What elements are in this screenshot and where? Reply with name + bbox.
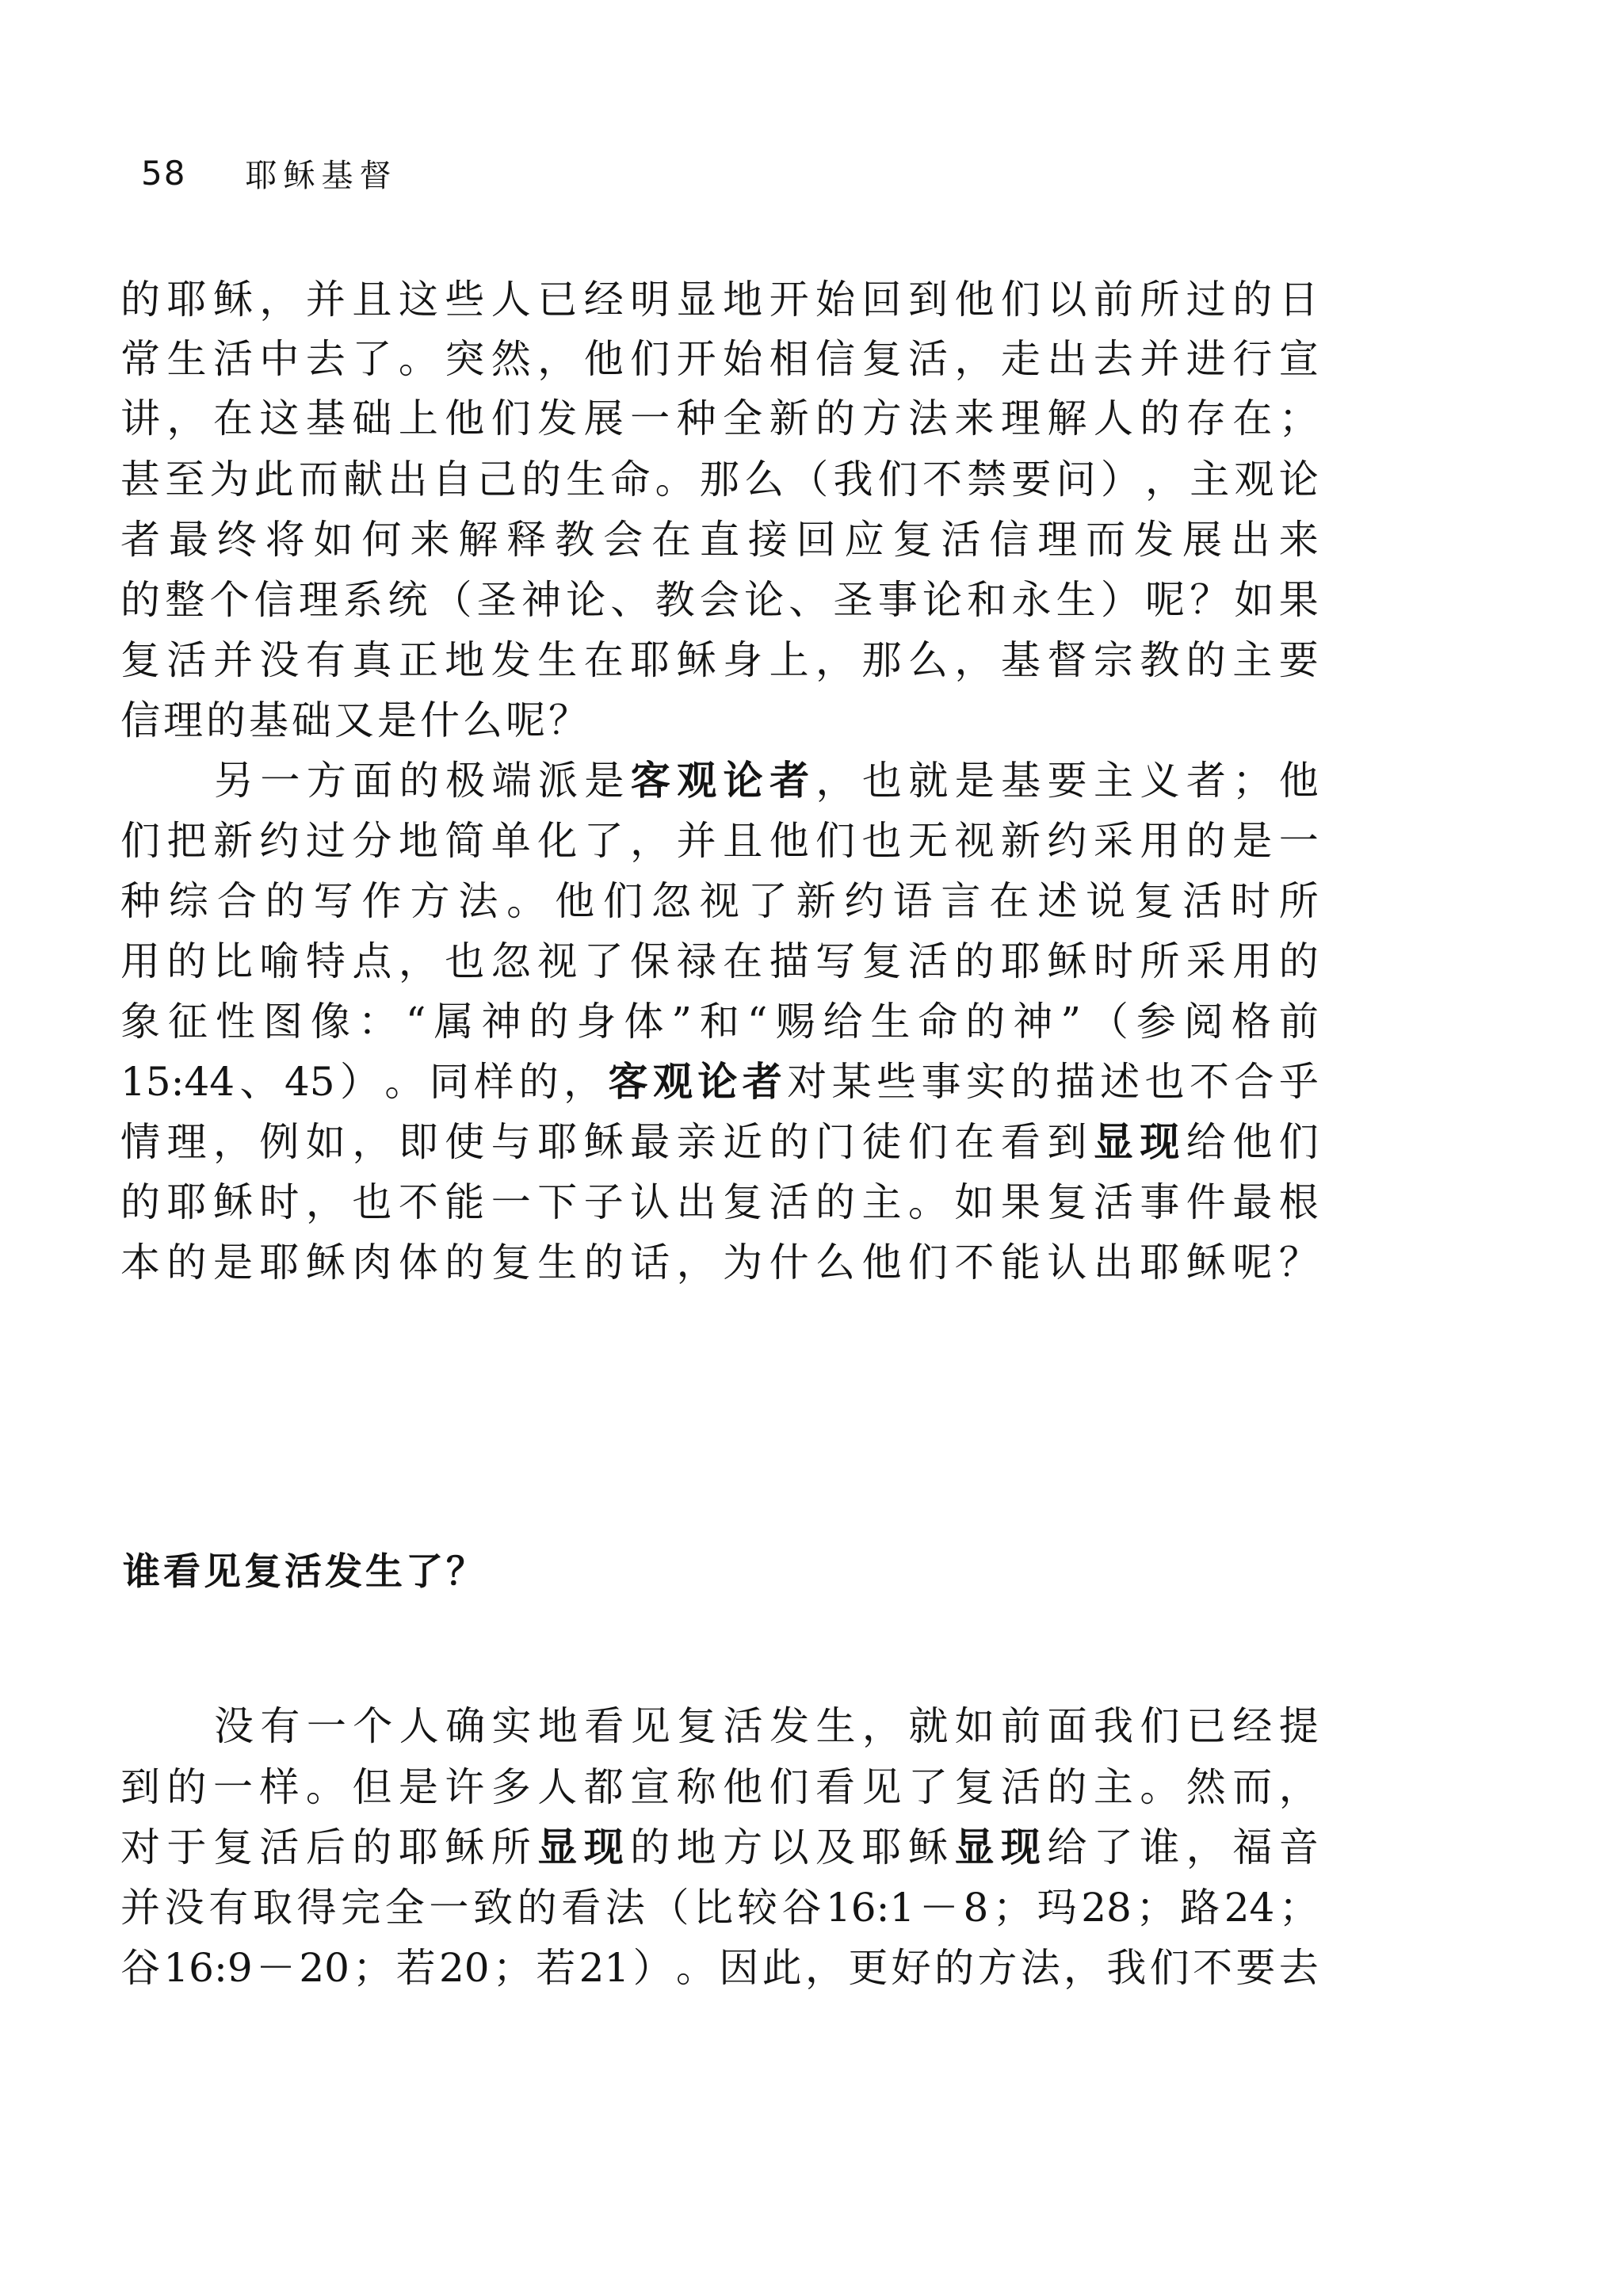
text-line: 复 活 并 没 有 真 正 地 发 生 在 耶 稣 身 上 ， 那 么 ， 基 督 宗 教 的 主 要 [120,637,1319,683]
page-number: 58 [141,153,187,193]
text-line: 的 整 个 信 理 系 统 （ 圣 神 论 、 教 会 论 、 圣 事 论 和 永 生 ） 呢 ？ 如 果 [120,577,1319,623]
text-line: 没 有 一 个 人 确 实 地 看 见 复 活 发 生 ， 就 如 前 面 我 们 已 经 提 [214,1703,1319,1749]
text-line: 者 最 终 将 如 何 来 解 释 教 会 在 直 接 回 应 复 活 信 理 而 发 展 出 来 [120,517,1319,563]
section-heading: 谁看见复活发生了？ [123,1550,487,1594]
text-line: 15:44 、 45 ） 。 同 样 的 ， 客 观 论 者 对 某 些 事 实 的 描 述 也 不 合 乎 [120,1058,1319,1105]
text-line: 讲 ， 在 这 基 础 上 他 们 发 展 一 种 全 新 的 方 法 来 理 解 人 的 存 在 ； [120,395,1319,441]
text-line: 的 耶 稣 ， 并 且 这 些 人 已 经 明 显 地 开 始 回 到 他 们 以 前 所 过 的 日 [120,277,1319,323]
text-line: 甚 至 为 此 而 献 出 自 己 的 生 命 。 那 么 （ 我 们 不 禁 要 问 ） ， 主 观 论 [120,457,1319,502]
text-line: 到 的 一 样 。 但 是 许 多 人 都 宣 称 他 们 看 见 了 复 活 的 主 。 然 而 ， [120,1764,1319,1810]
book-title: 耶稣基督 [245,157,398,194]
text-line: 种 综 合 的 写 作 方 法 。 他 们 忽 视 了 新 约 语 言 在 述 说 复 活 时 所 [120,878,1319,924]
text-line: 并 没 有 取 得 完 全 一 致 的 看 法 （ 比 较 谷 16:1 － 8 ； 玛 28 ； 路 24 ； [120,1885,1319,1931]
text-line: 的 耶 稣 时 ， 也 不 能 一 下 子 认 出 复 活 的 主 。 如 果 复 活 事 件 最 根 [120,1179,1319,1225]
text-line: 情 理 ， 例 如 ， 即 使 与 耶 稣 最 亲 近 的 门 徒 们 在 看 到 显 现 给 他 们 [120,1118,1319,1165]
text-line: 象 征 性 图 像 ： “ 属 神 的 身 体 ” 和 “ 赐 给 生 命 的 神 ” （ 参 阅 格 前 [120,999,1319,1045]
text-line: 用 的 比 喻 特 点 ， 也 忽 视 了 保 禄 在 描 写 复 活 的 耶 稣 时 所 采 用 的 [120,938,1319,984]
text-line: 对 于 复 活 后 的 耶 稣 所 显 现 的 地 方 以 及 耶 稣 显 现 给 了 谁 ， 福 音 [120,1824,1319,1870]
text-line: 另 一 方 面 的 极 端 派 是 客 观 论 者 ， 也 就 是 基 要 主 义 者 ； 他 [214,757,1319,804]
text-line: 们 把 新 约 过 分 地 简 单 化 了 ， 并 且 他 们 也 无 视 新 约 采 用 的 是 一 [120,818,1319,864]
text-line: 本 的 是 耶 稣 肉 体 的 复 生 的 话 ， 为 什 么 他 们 不 能 认 出 耶 稣 呢 ？ [120,1240,1319,1286]
running-head [141,149,397,197]
text-line: 信理的基础又是什么呢？ [120,697,591,743]
text-line: 谷 16:9 － 20 ； 若 20 ； 若 21 ） 。 因 此 ， 更 好 的 方 法 ， 我 们 不 要 去 [120,1945,1319,1991]
text-line: 常 生 活 中 去 了 。 突 然 ， 他 们 开 始 相 信 复 活 ， 走 出 去 并 进 行 宣 [120,336,1319,382]
